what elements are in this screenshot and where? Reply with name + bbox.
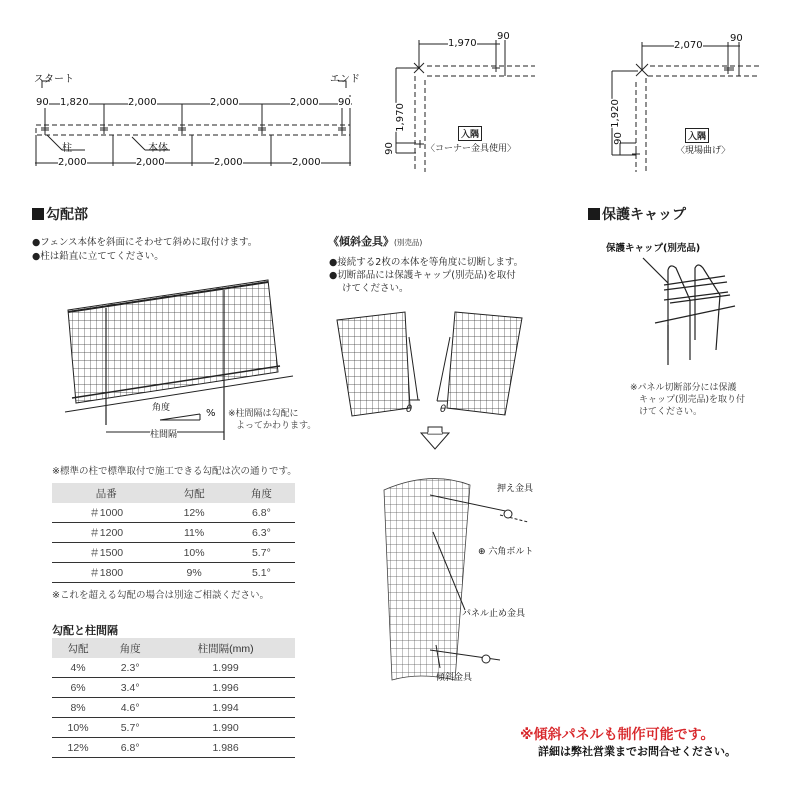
body-label: 本体 bbox=[148, 143, 168, 154]
promo-subline: 詳細は弊社営業までお問合せください。 bbox=[538, 745, 736, 758]
dim-horizontal: 1,970 bbox=[448, 38, 477, 49]
column-header: 勾配 bbox=[160, 483, 227, 503]
dim-panel: 2,000 bbox=[214, 157, 243, 168]
interval-note: ※柱間隔は勾配に bbox=[228, 409, 299, 419]
column-header: 柱間隔(mm) bbox=[156, 638, 295, 658]
table-row: ＃1200 11% 6.3° bbox=[52, 523, 295, 543]
corner-sublabel: 〈現場曲げ〉 bbox=[676, 146, 731, 156]
dim-panel: 2,000 bbox=[292, 157, 321, 168]
dim-horizontal: 2,070 bbox=[674, 40, 703, 51]
column-header: 品番 bbox=[52, 483, 160, 503]
section-title: 保護キャップ bbox=[588, 204, 686, 224]
cap-callout: 保護キャップ(別売品) bbox=[606, 243, 701, 254]
bullet-text: けてください。 bbox=[342, 283, 409, 294]
dim-start-offset: 90 bbox=[36, 97, 49, 108]
corner-label: 入隅 bbox=[458, 126, 482, 141]
corner-label: 入隅 bbox=[685, 128, 709, 143]
callout-hex-bolt: ⊕ 六角ボルト bbox=[478, 547, 534, 557]
dim-top-offset: 90 bbox=[730, 33, 743, 44]
table-row: ＃1800 9% 5.1° bbox=[52, 563, 295, 583]
cap-note: ※パネル切断部分には保護 bbox=[630, 383, 737, 393]
dim-bottom-offset: 90 bbox=[383, 142, 395, 155]
section-title: 勾配部 bbox=[32, 204, 88, 224]
table-row: 10% 5.7° 1.990 bbox=[52, 718, 295, 738]
table-row: 4% 2.3° 1.999 bbox=[52, 658, 295, 678]
tilt-fitting-title: 《傾斜金具》(別売品) bbox=[328, 235, 423, 248]
promo-headline: ※傾斜パネルも制作可能です。 bbox=[520, 727, 715, 743]
dim-bottom-offset: 90 bbox=[612, 132, 624, 145]
column-header: 角度 bbox=[228, 483, 295, 503]
theta-label: θ bbox=[440, 404, 447, 415]
callout-tilt-fitting: 傾斜金具 bbox=[436, 673, 473, 683]
cap-note: キャップ(別売品)を取り付 bbox=[639, 395, 746, 405]
dim-vertical: 1,920 bbox=[609, 99, 621, 128]
table-row: 6% 3.4° 1.996 bbox=[52, 678, 295, 698]
cap-note: けてください。 bbox=[639, 407, 703, 417]
post-interval-label: 柱間隔 bbox=[150, 427, 177, 440]
interval-note: よってかわります。 bbox=[236, 421, 317, 431]
table-caption: ※標準の柱で標準取付で施工できる勾配は次の通りです。 bbox=[52, 466, 297, 477]
callout-panel-stop: パネル止め金具 bbox=[462, 609, 526, 619]
dim-panel: 2,000 bbox=[58, 157, 87, 168]
table-row: ＃1500 10% 5.7° bbox=[52, 543, 295, 563]
interval-table bbox=[52, 638, 295, 758]
angle-label: 角度 bbox=[152, 403, 171, 413]
table-row: 12% 6.8° 1.986 bbox=[52, 738, 295, 758]
theta-label: θ bbox=[406, 404, 413, 415]
dim-span: 2,000 bbox=[210, 97, 239, 108]
bullet-text: ●柱は鉛直に立ててください。 bbox=[32, 251, 164, 262]
table-row: ＃1000 12% 6.8° bbox=[52, 503, 295, 523]
dim-span: 2,000 bbox=[290, 97, 319, 108]
end-label: エンド bbox=[330, 74, 360, 85]
table-footnote: ※これを超える勾配の場合は別途ご相談ください。 bbox=[52, 590, 269, 601]
dim-first-span: 1,820 bbox=[60, 97, 89, 108]
dim-span: 2,000 bbox=[128, 97, 157, 108]
table-row: 8% 4.6° 1.994 bbox=[52, 698, 295, 718]
standard-table bbox=[52, 483, 295, 583]
bullet-text: ●フェンス本体を斜面にそわせて斜めに取付けます。 bbox=[32, 237, 258, 248]
dim-end-offset: 90 bbox=[338, 97, 351, 108]
table-title: 勾配と柱間隔 bbox=[52, 624, 118, 637]
callout-press-fitting: 押え金具 bbox=[497, 484, 534, 494]
dim-vertical: 1,970 bbox=[394, 103, 406, 132]
column-header: 勾配 bbox=[52, 638, 104, 658]
bullet-text: ●切断部品には保護キャップ(別売品)を取付 bbox=[329, 270, 516, 281]
post-label: 柱 bbox=[62, 143, 72, 154]
dim-panel: 2,000 bbox=[136, 157, 165, 168]
percent-label: % bbox=[206, 408, 216, 419]
bullet-text: ●接続する2枚の本体を等角度に切断します。 bbox=[329, 257, 524, 268]
column-header: 角度 bbox=[104, 638, 156, 658]
start-label: スタート bbox=[34, 74, 74, 85]
corner-sublabel: 〈コーナー金具使用〉 bbox=[426, 144, 517, 154]
dim-top-offset: 90 bbox=[497, 31, 510, 42]
